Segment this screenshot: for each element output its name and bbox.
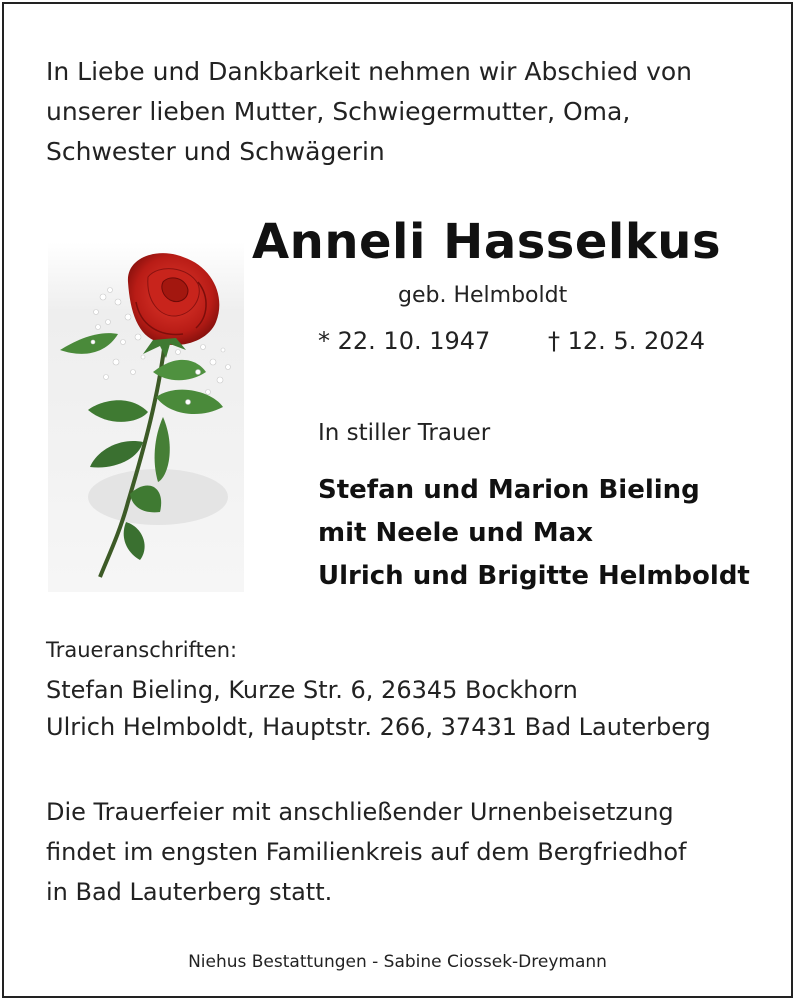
funeral-line: findet im engsten Familienkreis auf dem Bergfriedhof	[46, 838, 687, 866]
addresses-list	[46, 672, 711, 746]
funeral-line: in Bad Lauterberg statt.	[46, 878, 333, 906]
mourners-list	[318, 469, 750, 598]
intro-line: In Liebe und Dankbarkeit nehmen wir Abschied von	[46, 57, 693, 86]
red-rose-image	[48, 242, 244, 592]
death-date: † 12. 5. 2024	[548, 327, 706, 355]
funeral-notice	[46, 792, 687, 912]
address-line: Stefan Bieling, Kurze Str. 6, 26345 Bockhorn	[46, 676, 578, 704]
mourner-line: mit Neele und Max	[318, 518, 593, 548]
deceased-name: Anneli Hasselkus	[252, 214, 722, 270]
intro-line: unserer lieben Mutter, Schwiegermutter, Oma,	[46, 97, 631, 126]
funeral-line: Die Trauerfeier mit anschließender Urnenbeisetzung	[46, 798, 674, 826]
address-line: Ulrich Helmboldt, Hauptstr. 266, 37431 Bad Lauterberg	[46, 713, 711, 741]
mourning-intro: In stiller Trauer	[318, 420, 491, 446]
intro-text	[46, 52, 692, 172]
mourner-line: Ulrich und Brigitte Helmboldt	[318, 561, 750, 591]
birth-date: * 22. 10. 1947	[318, 327, 491, 355]
mourner-line: Stefan und Marion Bieling	[318, 475, 700, 505]
birth-name: geb. Helmboldt	[398, 283, 568, 308]
intro-line: Schwester und Schwägerin	[46, 137, 385, 166]
funeral-home-footer: Niehus Bestattungen - Sabine Ciossek-Dreymann	[188, 952, 607, 972]
addresses-label: Traueranschriften:	[46, 638, 238, 662]
